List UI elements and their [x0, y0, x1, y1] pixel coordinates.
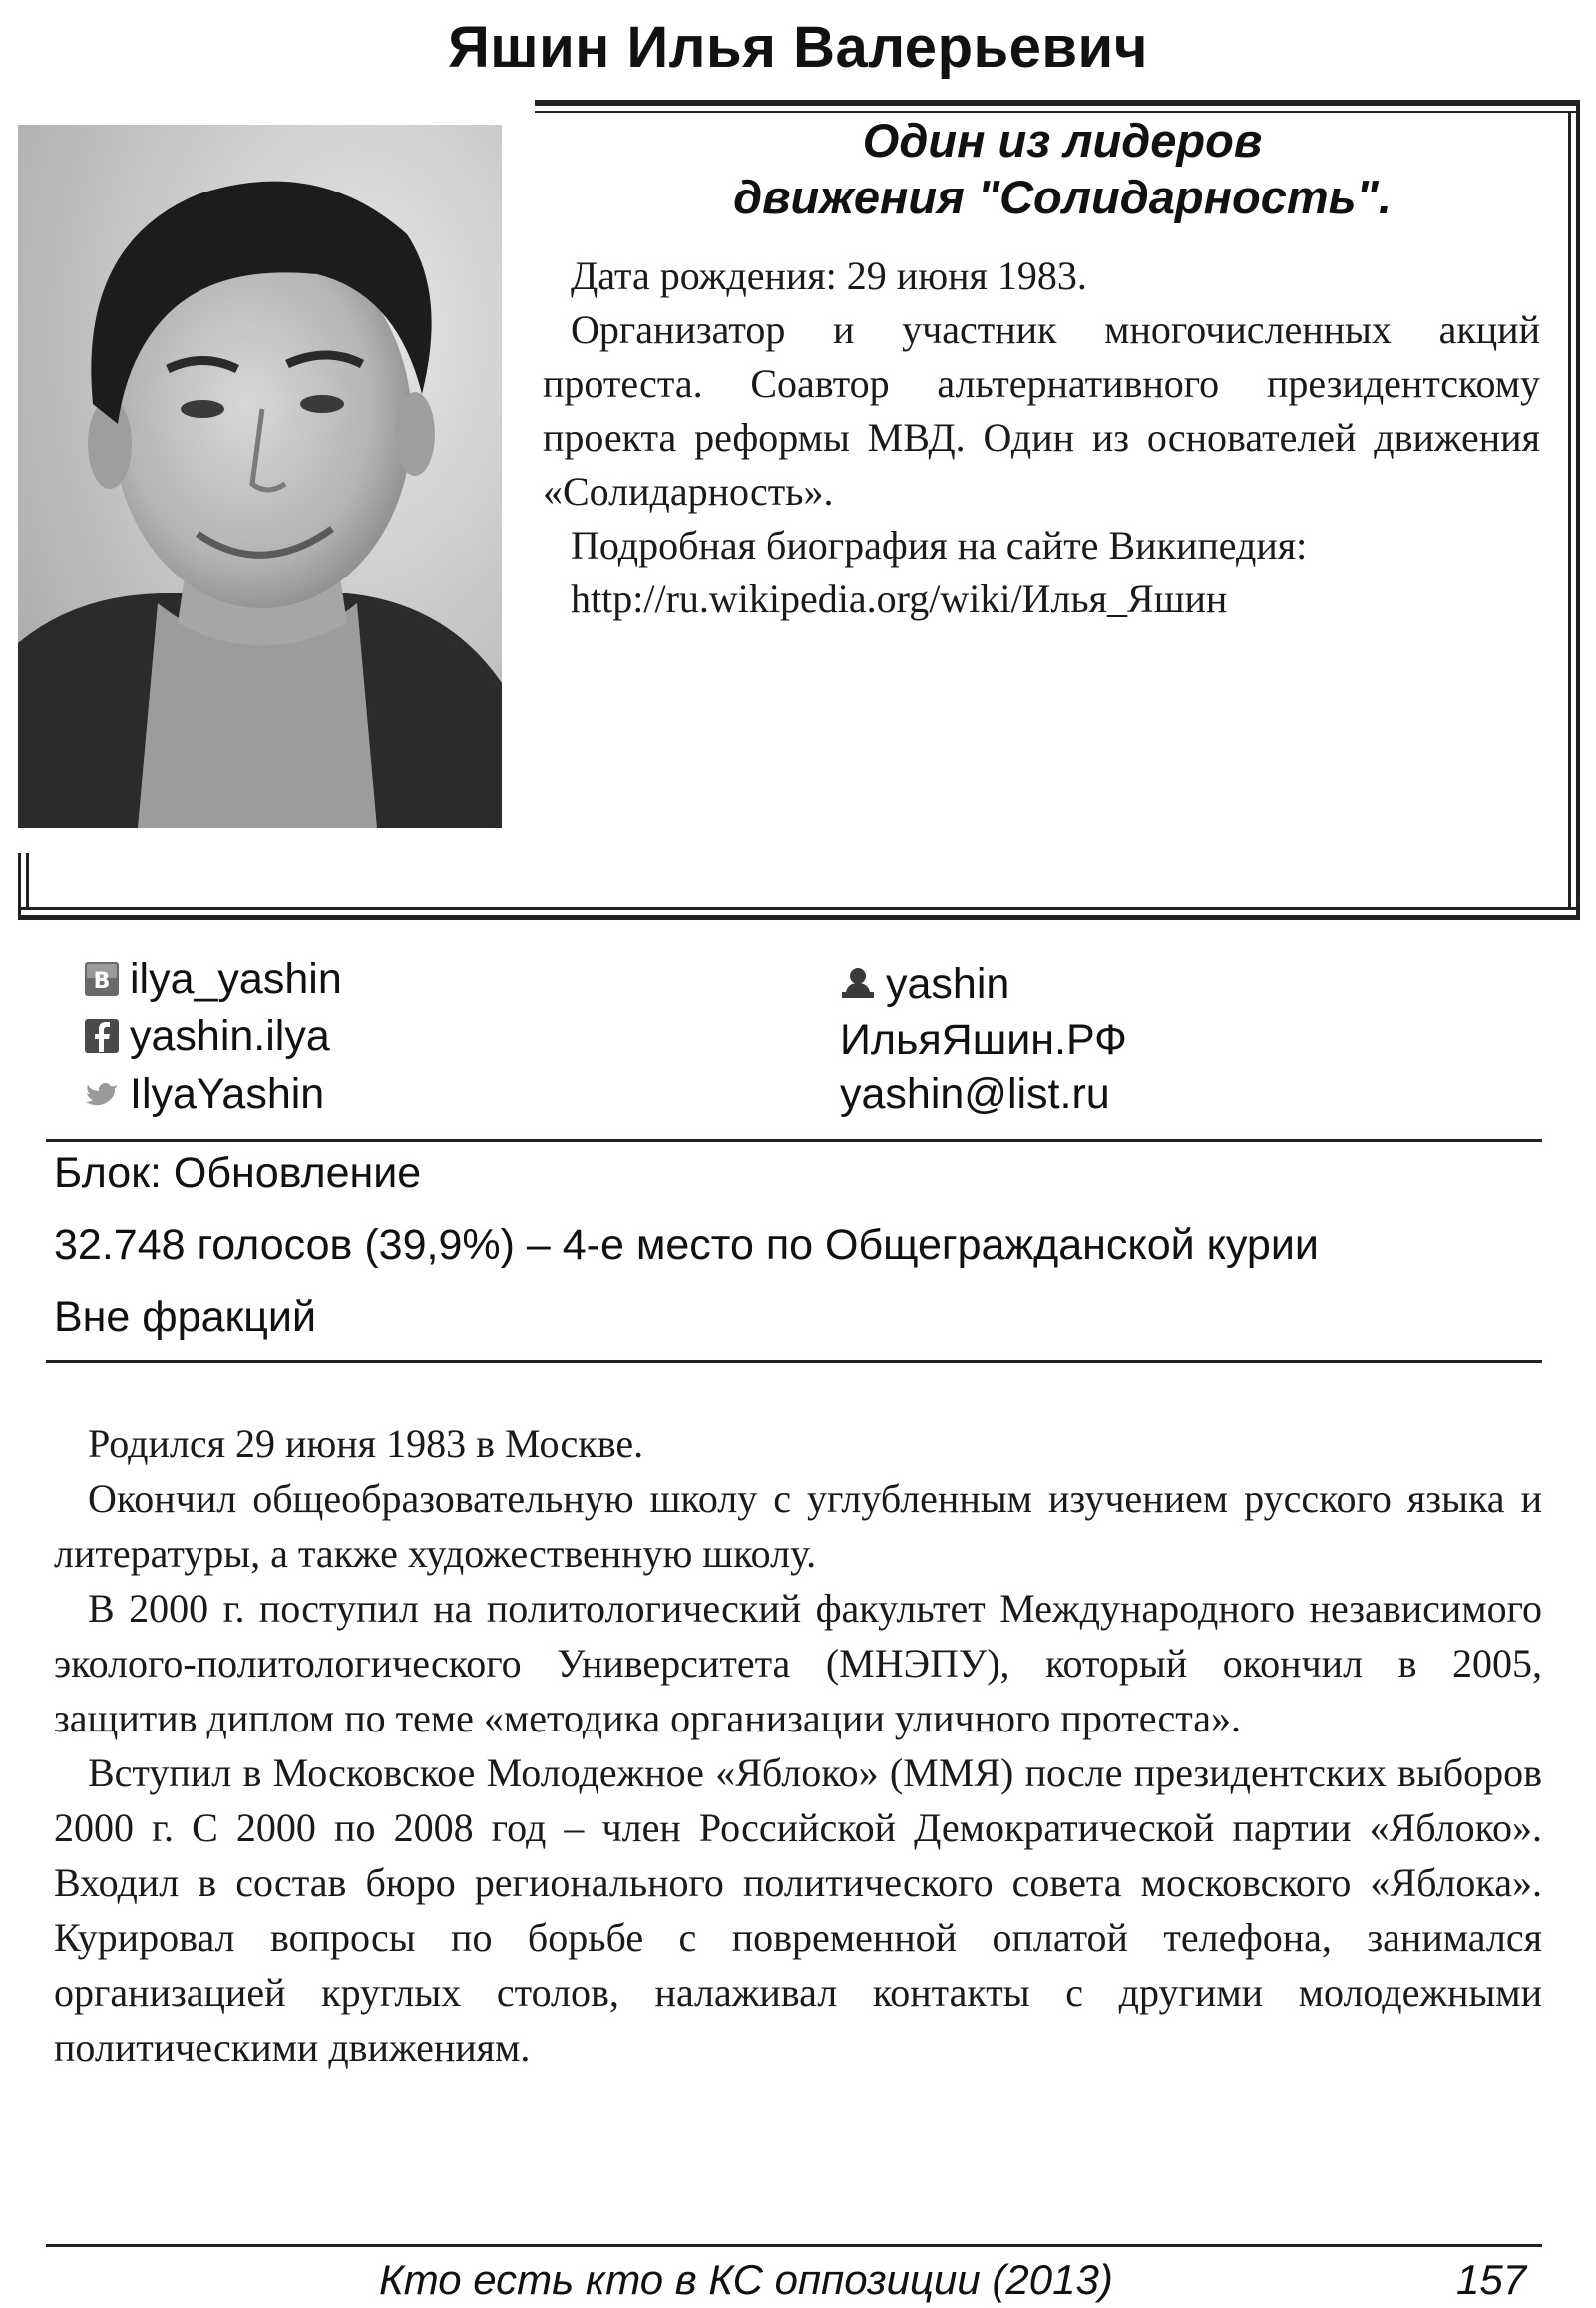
tagline-line-2: движения "Солидарность". — [733, 171, 1392, 223]
votes-result: 32.748 голосов (39,9%) – 4-е место по Общегражданской курии — [54, 1221, 1319, 1269]
contact-livejournal[interactable] — [840, 958, 1009, 1011]
bio-paragraph: Вступил в Московское Молодежное «Яблоко» (ММЯ) после президентских выборов 2000 г. С 2000 по 2008 год – член Российской Демократической партии «Яблоко». Входил в состав бюро регионального политического совета московского «Яблока». Курировал вопросы по борьбе с повременной оплатой телефона, занимался организацией круглых столов, налаживал контакты с другими молодежными политическими движениям. — [54, 1750, 1542, 2070]
wikipedia-link[interactable]: http://ru.wikipedia.org/wiki/Илья_Яшин — [571, 577, 1228, 621]
tagline — [559, 112, 1566, 225]
bloc-label: Блок: Обновление — [54, 1149, 422, 1197]
frame-border-left-inner — [26, 853, 29, 909]
contact-email[interactable]: yashin@list.ru — [840, 1070, 1110, 1118]
livejournal-handle: yashin — [886, 961, 1010, 1008]
twitter-handle: IlyaYashin — [130, 1070, 325, 1118]
facebook-handle: yashin.ilya — [130, 1012, 330, 1060]
footer-book-title: Кто есть кто в КС оппозиции (2013) — [379, 2256, 1113, 2303]
biography — [54, 1416, 1542, 2075]
frame-border-right — [1576, 100, 1580, 920]
bio-paragraph: В 2000 г. поступил на политологический факультет Международного независимого эколого-политологического Университета (МНЭПУ), который окончил в 2005, защитив диплом по теме «методика организации уличного протеста». — [54, 1586, 1542, 1740]
divider-middle — [46, 1360, 1542, 1363]
frame-border-bottom — [18, 915, 1580, 920]
vk-handle: ilya_yashin — [130, 956, 342, 1003]
birth-date: Дата рождения: 29 июня 1983. — [571, 253, 1087, 298]
twitter-icon — [84, 1076, 120, 1112]
page-title: Яшин Илья Валерьевич — [448, 15, 1148, 80]
bio-paragraph: Родился 29 июня 1983 в Москве. — [88, 1421, 644, 1466]
frame-border-bottom-inner — [18, 907, 1580, 910]
portrait-photo — [18, 125, 502, 828]
bio-link-text: Подробная биография на сайте Википедия: — [571, 523, 1308, 568]
faction-label: Вне фракций — [54, 1293, 316, 1341]
vk-icon — [84, 962, 120, 997]
livejournal-user-icon — [840, 966, 876, 1002]
divider-top — [46, 1139, 1542, 1142]
divider-footer — [46, 2244, 1542, 2247]
profile-info — [543, 249, 1540, 626]
frame-border-right-inner — [1568, 111, 1571, 909]
tagline-line-1: Один из лидеров — [862, 114, 1263, 167]
profile-summary: Организатор и участник многочисленных акций протеста. Соавтор альтернативного президентскому проекта реформы МВД. Один из основателей движения «Солидарность». — [543, 307, 1540, 514]
contact-website[interactable]: ИльяЯшин.РФ — [840, 1016, 1127, 1064]
contact-facebook[interactable] — [84, 1009, 330, 1063]
contact-vk[interactable] — [84, 953, 342, 1006]
frame-border-left — [18, 853, 21, 915]
page-number: 157 — [1456, 2256, 1527, 2303]
contact-twitter[interactable] — [84, 1067, 324, 1121]
bio-paragraph: Окончил общеобразовательную школу с углубленным изучением русского языка и литературы, а также художественную школу. — [54, 1476, 1542, 1576]
frame-border-top — [535, 100, 1580, 106]
svg-text:B: B — [93, 969, 111, 994]
facebook-icon — [84, 1018, 120, 1054]
